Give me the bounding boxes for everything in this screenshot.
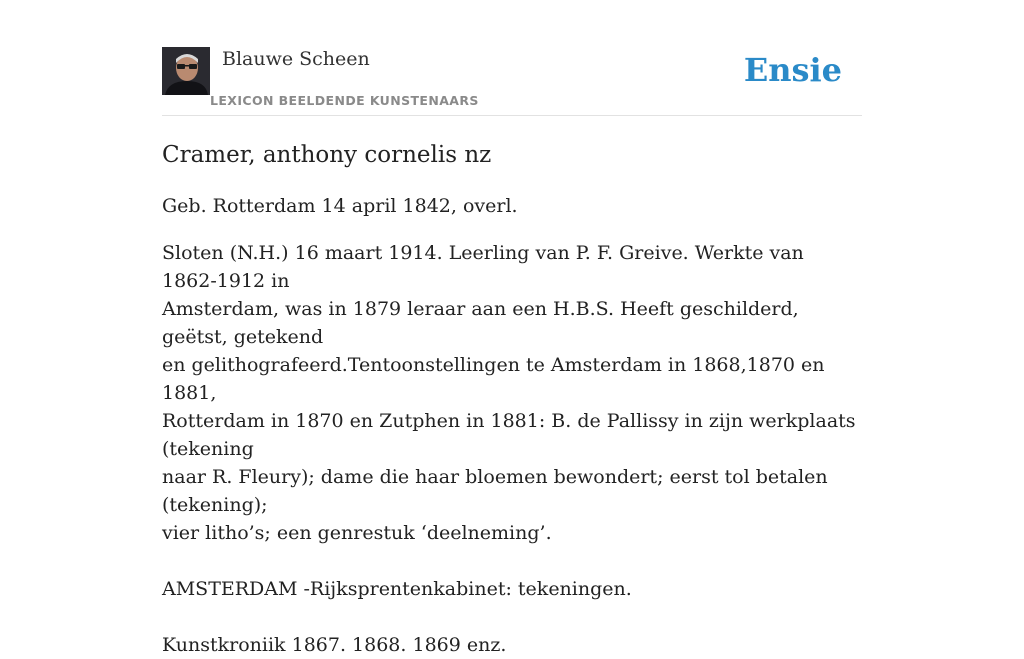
article-paragraph: Kunstkroniik 1867. 1868. 1869 enz. bbox=[162, 634, 507, 656]
article-paragraph: Sloten (N.H.) 16 maart 1914. Leerling van P. F. Greive. Werkte van 1862-1912 in Amsterdam, was in 1879 leraar aan een H.B.S. Heeft geschilderd, geëtst, getekend en gelithografeerd.Tentoonstellingen te Amsterdam in 1868,1870 en 1881, Rotterdam in 1870 en Zutphen in 1881: B. de Pallissy in zijn werkplaats (tekening naar R. Fleury); dame die haar bloemen bewondert; eerst tol betalen (tekening); vier litho’s; een genrestuk ‘deelneming’. bbox=[162, 242, 856, 544]
article-paragraph: Geb. Rotterdam 14 april 1842, overl. bbox=[162, 195, 518, 217]
avatar-photo-icon bbox=[162, 47, 210, 95]
author-avatar[interactable] bbox=[162, 47, 210, 95]
ensie-logo[interactable]: Ensie bbox=[743, 51, 842, 89]
publication-name[interactable]: LEXICON BEELDENDE KUNSTENAARS bbox=[210, 93, 479, 108]
article-paragraph: AMSTERDAM -Rijksprentenkabinet: tekeningen. bbox=[162, 578, 632, 600]
site-header bbox=[162, 44, 862, 116]
article-body bbox=[162, 138, 864, 659]
article-title: Cramer, anthony cornelis nz bbox=[162, 142, 492, 168]
author-name[interactable]: Blauwe Scheen bbox=[222, 48, 370, 70]
